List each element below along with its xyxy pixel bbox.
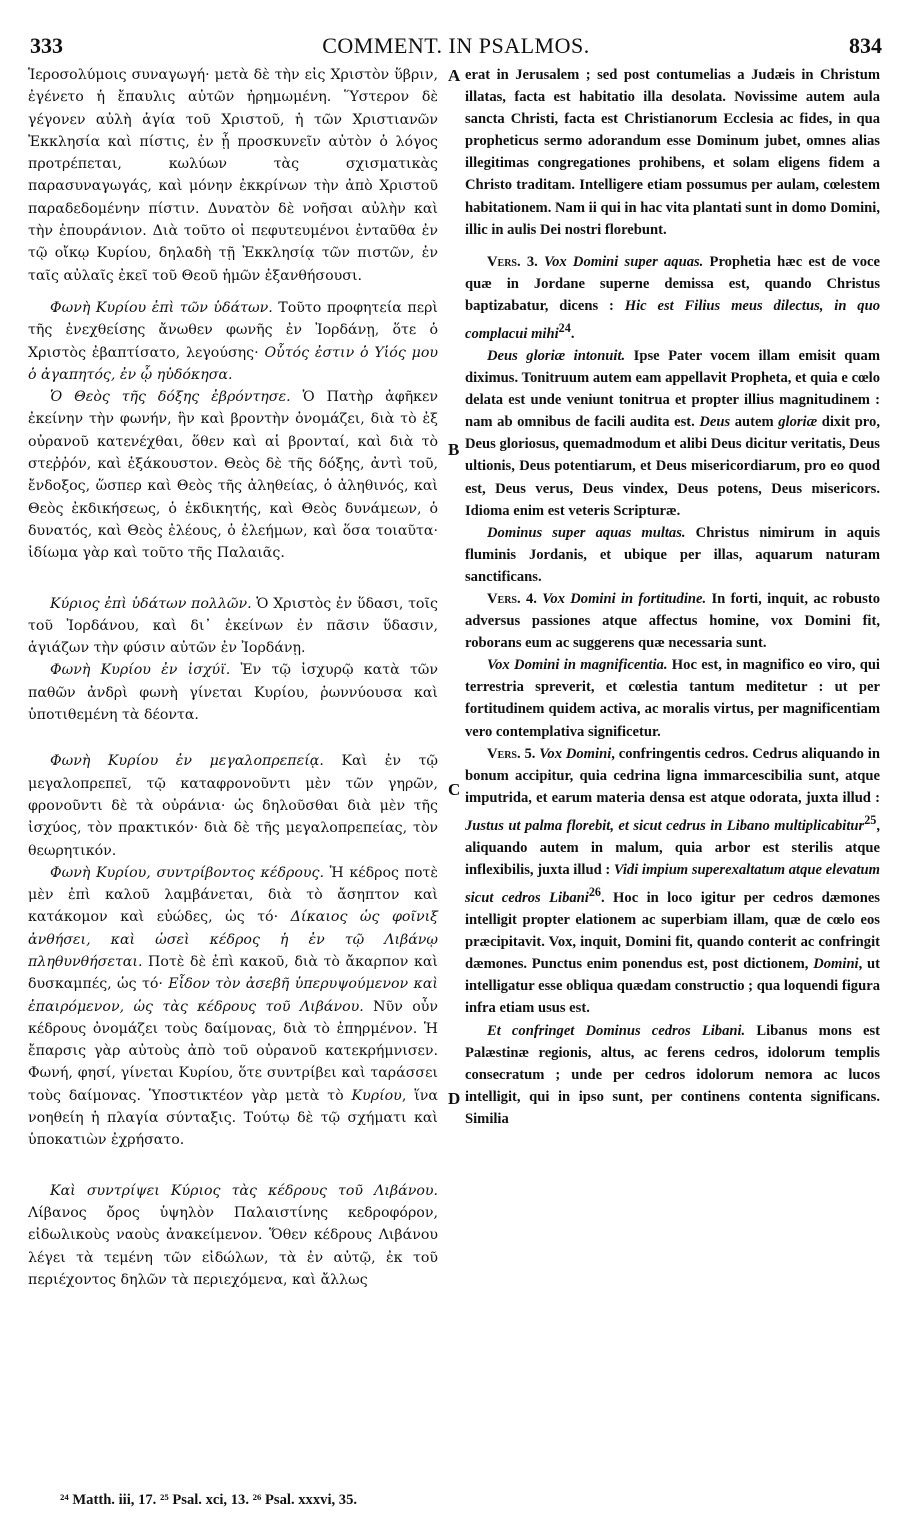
- latin-paragraph: Vers. 4. Vox Domini in fortitudine. In forti, inquit, ac robusto adversus passiones atque affectus homine, vox Domini fit, roborans eum ac suggerens quæ necessaria sunt.: [465, 591, 881, 652]
- latin-quote: Hic est Filius meus dilectus, in quo complacui mihi: [465, 297, 880, 342]
- margin-marker-b: B: [448, 440, 460, 459]
- margin-marker-d: D: [448, 1089, 461, 1108]
- greek-lemma: Φωνὴ Κυρίου ἐν μεγαλοπρεπείᾳ.: [50, 753, 324, 770]
- greek-paragraph: Καὶ συντρίψει Κύριος τὰς κέδρους τοῦ Λιβάνου. Λίβανος ὄρος ὑψηλὸν Παλαιστίνης κεδροφόρον, εἰδωλικοὺς ναοὺς ἀνακείμενον. Ὅθεν κέδρους Λιβάνου λέγει τὰ τεμένη τῶν εἰδώλων, τὰ ἐν αὐτῷ, ἐκ τοῦ περιέχοντος δηλῶν τὰ περιεχόμενα, καὶ ἄλλως: [28, 1182, 438, 1288]
- latin-lemma: Deus gloriæ intonuit.: [487, 347, 626, 364]
- running-title: COMMENT. IN PSALMOS.: [322, 33, 590, 58]
- greek-paragraph: Φωνὴ Κυρίου ἐν μεγαλοπρεπείᾳ. Καὶ ἐν τῷ μεγαλοπρεπεῖ, τῷ καταφρονοῦντι μὲν τῶν γηρῶν, φρονοῦντι δὲ τὰ οὐράνια· ὡς δηλοῦσθαι διὰ μὲν τῆς ἰσχύος, τὸν πρακτικόν· διὰ δὲ τῆς μεγαλοπρεπείας, τὸν θεωρητικόν.: [28, 753, 438, 859]
- greek-column: [28, 64, 438, 1291]
- page-number-left: 333: [30, 33, 63, 58]
- latin-paragraph: Vers. 5. Vox Domini, confringentis cedros. Cedrus aliquando in bonum accipitur, quia cedrina ligna immarcescibilia sunt, atque imputrida, et earum materia densa est atque odorata, juxta illud : Justus ut palma florebit, et sicut cedrus in Libano multiplicabitur$^{25}$, aliquando autem in malum, quia arbor est sterilis atque inflexibilis, juxta illud : Vidi impium superexaltatum atque elevatum sicut cedros Libani$^{26}$. Hoc in loco igitur per cedros dæmones intelligit propter elationem ac superbiam illam, quæ de cœlo eos præcipitavit. Vox, inquit, Domini fit, quando conterit ac confringit dæmones. Punctus enim ponendus est, post dictionem, Domini, ut intelligatur esse obliqua quædam constructio ; qua loquendi figura infra etiam usus est.: [465, 745, 880, 1017]
- greek-lemma: Καὶ συντρίψει Κύριος τὰς κέδρους τοῦ Λιβάνου.: [50, 1182, 438, 1199]
- latin-column: [465, 64, 880, 1130]
- greek-paragraph: Ἱεροσολύμοις συναγωγή· μετὰ δὲ τὴν εἰς Χριστὸν ὕβριν, ἐγένετο ἡ ἔπαυλις αὐτῶν ἠρημωμένη. Ὕστερον δὲ γέγονεν αὐλὴ ἁγία τοῦ Χριστοῦ, ἡ τῶν Χριστιανῶν Ἐκκλησία καὶ πίστις, ἐν ᾗ προσκυνεῖν αὐτὸν ὁ λόγος προτρέπεται, κωλύων τὰς σχισματικὰς παρασυναγωγάς, καὶ μόνην ἐκκρίνων τὴν ἀπὸ Χριστοῦ παραδεδομένην πίστιν. Δυνατὸν δὲ νοῆσαι αὐλὴν καὶ τὴν ἐπουράνιον. Διὰ τοῦτο οἱ πεφυτευμένοι ἐνταῦθα ἐν τῷ οἴκῳ Κυρίου, δηλαδὴ τῇ Ἐκκλησίᾳ τῶν πιστῶν, ἐν ταῖς αὐλαῖς ἐκεῖ τοῦ Θεοῦ ἡμῶν ἐξανθήσουσι.: [28, 67, 438, 284]
- greek-lemma: Ὁ Θεὸς τῆς δόξης ἐβρόντησε.: [50, 389, 291, 406]
- verse-label: Vers. 4.: [487, 591, 537, 608]
- greek-paragraph: Φωνὴ Κυρίου, συντρίβοντος κέδρους. Ἡ κέδρος ποτὲ μὲν ἐπὶ καλοῦ λαμβάνεται, διὰ τὸ ἄσηπτον καὶ κατάκομον καὶ εὐώδες, ὡς τό· Δίκαιος ὡς φοῖνιξ ἀνθήσει, καὶ ὡσεὶ κέδρος ἡ ἐν τῷ Λιβάνῳ πληθυνθήσεται. Ποτὲ δὲ ἐπὶ κακοῦ, διὰ τὸ ἄκαρπον καὶ δυσκαμπές, ὡς τό· Εἶδον τὸν ἀσεβῆ ὑπερυψούμενον καὶ ἐπαιρόμενον, ὡς τὰς κέδρους τοῦ Λιβάνου. Νῦν οὖν κέδρους ὀνομάζει τοὺς δαίμονας, διὰ τὸ ἐπηρμένον. Ἡ ἔπαρσις γὰρ αὐτοὺς ἀπὸ τοῦ οὐρανοῦ κατεκρήμνισεν. Φωνή, φησί, γίνεται Κυρίου, ὅτε συντρίβει καὶ ταράσσει τοὺς δαίμονας. Ὑποστικτέον γὰρ μετὰ τὸ Κυρίου, ἵνα νοηθείη ἡ πλαγία σύνταξις. Τούτῳ δὲ τῷ σχήματι καὶ ὑποκατιὼν ἐχρήσατο.: [28, 864, 438, 1149]
- verse-label: Vers. 5.: [487, 745, 536, 762]
- latin-paragraph: Et confringet Dominus cedros Libani. Libanus mons est Palæstinæ regionis, altus, ac ferens cedros, idolorum templis consecratum ; unde per cedros idolorum nemora ac lucos intelligit, qui in ipso sunt, per continens contenta significans. Similia: [465, 1022, 880, 1127]
- greek-paragraph: Φωνὴ Κυρίου ἐν ἰσχύϊ. Ἐν τῷ ἰσχυρῷ κατὰ τῶν παθῶν ἀνδρὶ φωνὴ γίνεται Κυρίου, ῥωννύουσα καὶ ὑποτιθεμένη τὰ δέοντα.: [28, 662, 438, 724]
- greek-lemma: Κύριος ἐπὶ ὑδάτων πολλῶν.: [50, 595, 252, 612]
- footnote-ref: 24: [558, 321, 571, 336]
- greek-quote: Εἶδον τὸν ἀσεβῆ ὑπερυψούμενον καὶ ἐπαιρόμενον, ὡς τὰς κέδρους τοῦ Λιβάνου.: [28, 976, 438, 1015]
- greek-paragraph: Φωνὴ Κυρίου ἐπὶ τῶν ὑδάτων. Τοῦτο προφητεία περὶ τῆς ἐνεχθείσης ἄνωθεν φωνῆς ἐν Ἰορδάνῃ, ὅτε ὁ Χριστὸς ἐβαπτίσατο, λεγούσης· Οὗτός ἐστιν ὁ Υἱός μου ὁ ἀγαπητός, ἐν ᾧ ηὐδόκησα.: [28, 299, 439, 383]
- greek-lemma: Φωνὴ Κυρίου ἐπὶ τῶν ὑδάτων.: [50, 299, 273, 316]
- latin-paragraph: Vox Domini in magnificentia. Hoc est, in magnifico eo viro, qui terrestria spreverit, et cœlestia tantum meditetur : ut per fortitudinem quidem activa, ac moralis virtus, per magnificentiam vero contemplativa significetur.: [465, 657, 880, 740]
- latin-paragraph: Deus gloriæ intonuit. Ipse Pater vocem illam emisit quam diximus. Tonitruum autem eam appellavit Propheta, et quia e cœlo delata est unde veniunt tonitrua et propter illius magnitudinem : nam ab omnibus de facili audita est. Deus autem gloriæ dixit pro, Deus gloriosus, quemadmodum et alibi Deus dicitur veritatis, Deus ultionis, Deus potentiarum, et Deus misericordiarum, pro eo quod est, Deus verus, Deus vindex, Deus potens, Deus misericors. Idioma enim est veteris Scripturæ.: [465, 347, 880, 519]
- footnote-ref: 26: [588, 885, 601, 900]
- latin-paragraph: erat in Jerusalem ; sed post contumelias a Judæis in Christum illatas, facta est habitatio illa desolata. Novissime autem aula sancta Christi, facta est Christianorum Ecclesia ac fides, in qua propheticus sermo adorandum esse Dominum jubet, omnes alias illegitimas congregationes prohibens, et solam eligens fidem a Christo traditam. Intelligere etiam possumus per aulam, cœlestem habitationem. Nam ii qui in hac vita plantati sunt in domo Domini, illic in aulis Dei nostri florebunt.: [465, 67, 880, 238]
- footnotes: ²⁴ Matth. iii, 17. ²⁵ Psal. xci, 13. ²⁶ Psal. xxxvi, 35.: [60, 1492, 358, 1508]
- margin-marker-a: A: [448, 66, 461, 85]
- latin-lemma: Vox Domini in fortitudine.: [542, 591, 707, 608]
- greek-quote: Δίκαιος ὡς φοῖνιξ ἀνθήσει, καὶ ὡσεὶ κέδρος ἡ ἐν τῷ Λιβάνῳ πληθυνθήσεται.: [28, 909, 438, 970]
- margin-marker-c: C: [448, 780, 461, 799]
- footnote-ref: 25: [864, 812, 877, 827]
- latin-lemma: Vox Domini super aquas.: [544, 253, 704, 270]
- latin-paragraph: Dominus super aquas multas. Christus nimirum in aquis fluminis Jordanis, et ubique per illas, aquarum naturam sanctificans.: [465, 524, 880, 585]
- latin-lemma: Dominus super aquas multas.: [487, 524, 686, 541]
- latin-paragraph: Vers. 3. Vox Domini super aquas. Prophetia hæc est de voce quæ in Jordane superne demissa est, quando Christus baptizabatur, dicens : Hic est Filius meus dilectus, in quo complacui mihi$^{24}$.: [465, 253, 880, 342]
- latin-lemma: Et confringet Dominus cedros Libani.: [487, 1022, 746, 1039]
- latin-quote: Vidi impium superexaltatum atque elevatum sicut cedros Libani: [465, 862, 880, 906]
- greek-paragraph: Κύριος ἐπὶ ὑδάτων πολλῶν. Ὁ Χριστὸς ἐν ὕδασι, τοῖς τοῦ Ἰορδάνου, καὶ δι᾽ ἐκείνων ἐν πᾶσιν ὕδασιν, ἁγιάζων τὴν φύσιν αὐτῶν ἐν Ἰορδάνῃ.: [28, 595, 438, 657]
- greek-lemma: Φωνὴ Κυρίου ἐν ἰσχύϊ.: [50, 662, 231, 679]
- page-number-right: 834: [849, 33, 882, 58]
- latin-lemma: Vox Domini: [539, 745, 612, 762]
- latin-lemma: Vox Domini in magnificentia.: [487, 657, 668, 674]
- verse-label: Vers. 3.: [487, 253, 538, 270]
- greek-paragraph: Ὁ Θεὸς τῆς δόξης ἐβρόντησε. Ὁ Πατὴρ ἀφῆκεν ἐκείνην τὴν φωνήν, ἣν καὶ βροντὴν ὀνομάζει, διὰ τὸ ἐξ οὐρανοῦ κατενέχθαι, ὅθεν καὶ αἱ βρονταί, καὶ διὰ τὸ στεῤῥόν, καὶ ἐξάκουστον. Θεὸς δὲ τῆς δόξης, ἀντὶ τοῦ, ἔνδοξος, ὥσπερ καὶ Θεὸς τῆς ἀληθείας, ὁ ἀληθινός, καὶ Θεὸς ἐκδικήσεως, ὁ ἐκδικητής, καὶ Θεὸς δυνάμεων, ὁ δυνατός, καὶ Θεὸς ἐλέους, ὁ ἐλεήμων, καὶ ὅσα τοιαῦτα· ἰδίωμα γὰρ καὶ τοῦτο τῆς Παλαιᾶς.: [28, 389, 438, 562]
- greek-lemma: Φωνὴ Κυρίου, συντρίβοντος κέδρους.: [50, 864, 324, 881]
- running-header: [30, 33, 882, 61]
- greek-quote: Οὗτός ἐστιν ὁ Υἱός μου ὁ ἀγαπητός, ἐν ᾧ ηὐδόκησα.: [28, 344, 439, 383]
- latin-quote: Justus ut palma florebit, et sicut cedrus in Libano multiplicabitur: [465, 817, 865, 834]
